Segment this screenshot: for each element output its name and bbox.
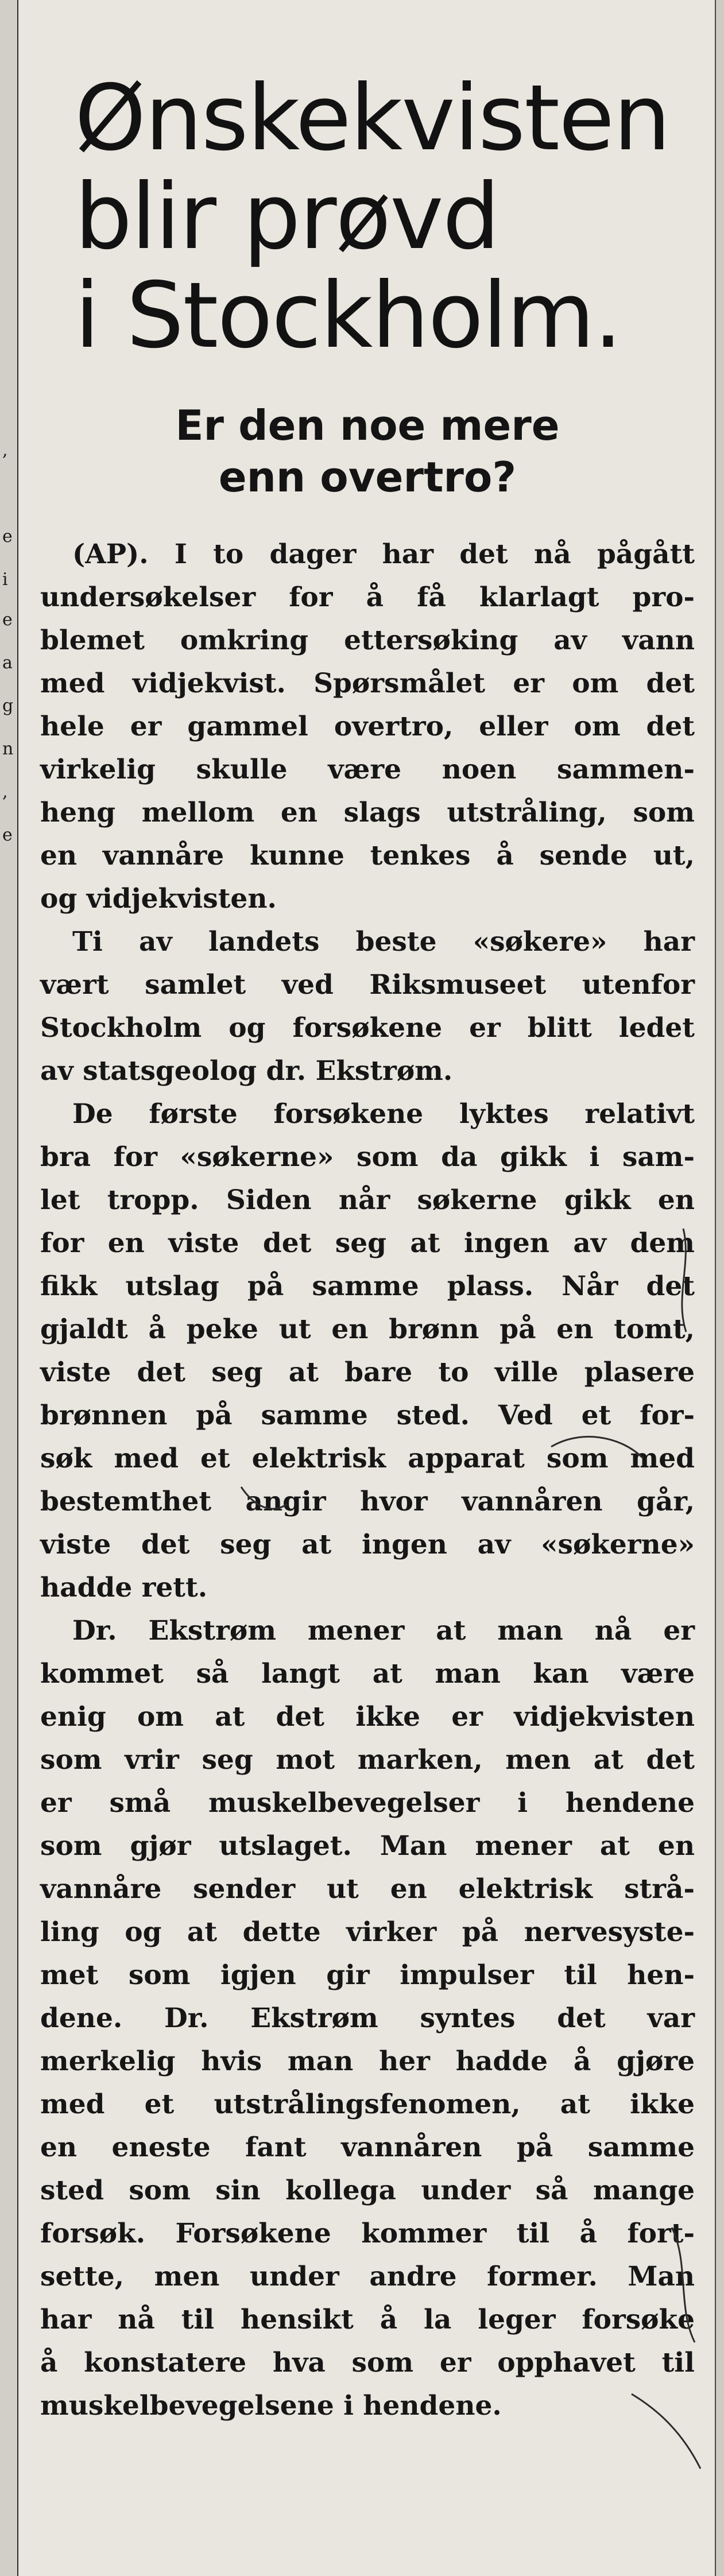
paragraph-2 xyxy=(40,920,695,1093)
text-line: undersøkelser for å få klarlagt pro- xyxy=(40,582,695,613)
edge-glyph: a xyxy=(2,653,13,673)
text-line: hele er gammel overtro, eller om det xyxy=(40,711,695,742)
text-line: bra for «søkerne» som da gikk i sam- xyxy=(40,1141,695,1173)
edge-glyph: g xyxy=(2,696,14,716)
text-line: er små muskelbevegelser i hendene xyxy=(40,1787,695,1819)
text-line: let tropp. Siden når søkerne gikk en xyxy=(40,1184,695,1216)
headline-line: blir prøvd xyxy=(75,164,499,270)
clipping-right-edge xyxy=(715,0,724,2576)
text-line: har nå til hensikt å la leger forsøke xyxy=(40,2304,695,2335)
text-line: som vrir seg mot marken, men at det xyxy=(40,1744,695,1776)
edge-glyph: e xyxy=(2,825,13,845)
paragraph-3 xyxy=(40,1093,695,1609)
text-line: gjaldt å peke ut en brønn på en tomt, xyxy=(40,1314,695,1345)
headline xyxy=(75,65,695,369)
text-line: med vidjekvist. Spørsmålet er om det xyxy=(40,668,695,699)
text-line: De første forsøkene lyktes relativt xyxy=(72,1098,695,1130)
text-line: en eneste fant vannåren på samme xyxy=(40,2132,695,2163)
headline-line: Ønskekvisten xyxy=(75,65,670,171)
article-body xyxy=(40,533,695,2427)
text-line: vannåre sender ut en elektrisk strå- xyxy=(40,1873,695,1905)
text-line: ling og at dette virker på nervesyste- xyxy=(40,1916,695,1948)
edge-glyph: n xyxy=(2,739,14,759)
text-line: muskelbevegelsene i hendene. xyxy=(40,2390,502,2422)
text-line: fikk utslag på samme plass. Når det xyxy=(40,1270,695,1302)
paragraph-1 xyxy=(40,533,695,920)
edge-glyph: , xyxy=(2,440,8,460)
subheadline-line: enn overtro? xyxy=(218,453,517,501)
text-line: virkelig skulle være noen sammen- xyxy=(40,754,695,785)
text-line: Ti av landets beste «søkere» har xyxy=(72,926,695,958)
text-line: kommet så langt at man kan være xyxy=(40,1658,695,1690)
edge-glyph: , xyxy=(2,782,8,802)
subheadline xyxy=(40,400,695,503)
headline-line: i Stockholm. xyxy=(75,263,622,369)
text-line: heng mellom en slags utstråling, som xyxy=(40,797,695,828)
text-line: enig om at det ikke er vidjekvisten xyxy=(40,1701,695,1733)
text-line: som gjør utslaget. Man mener at en xyxy=(40,1830,695,1862)
subheadline-line: Er den noe mere xyxy=(175,401,560,450)
text-line: met som igjen gir impulser til hen- xyxy=(40,1959,695,1991)
text-line: viste det seg at bare to ville plasere xyxy=(40,1357,695,1388)
adjacent-column-edge xyxy=(0,0,18,2576)
edge-glyph: e xyxy=(2,610,13,630)
text-line: dene. Dr. Ekstrøm syntes det var xyxy=(40,2002,695,2034)
text-line: blemet omkring ettersøking av vann xyxy=(40,625,695,656)
text-line: merkelig hvis man her hadde å gjøre xyxy=(40,2046,695,2077)
text-line: med et utstrålingsfenomen, at ikke xyxy=(40,2089,695,2120)
paragraph-4 xyxy=(40,1609,695,2427)
text-line: Stockholm og forsøkene er blitt ledet xyxy=(40,1012,695,1044)
text-line: og vidjekvisten. xyxy=(40,883,277,915)
text-line: for en viste det seg at ingen av dem xyxy=(40,1227,695,1259)
text-line: forsøk. Forsøkene kommer til å fort- xyxy=(40,2218,695,2249)
text-line: Dr. Ekstrøm mener at man nå er xyxy=(72,1615,695,1647)
article xyxy=(40,65,695,2427)
text-line: viste det seg at ingen av «søkerne» xyxy=(40,1529,695,1560)
edge-glyph: i xyxy=(2,570,8,590)
edge-glyph: e xyxy=(2,526,13,547)
text-line: vært samlet ved Riksmuseet utenfor xyxy=(40,969,695,1001)
text-line: sette, men under andre former. Man xyxy=(40,2261,695,2292)
text-line: hadde rett. xyxy=(40,1572,208,1603)
text-line: av statsgeolog dr. Ekstrøm. xyxy=(40,1055,453,1087)
text-line: søk med et elektrisk apparat som med xyxy=(40,1443,695,1474)
text-line: bestemthet angir hvor vannåren går, xyxy=(40,1486,695,1517)
text-line: å konstatere hva som er opphavet til xyxy=(40,2347,695,2379)
text-line: sted som sin kollega under så mange xyxy=(40,2175,695,2206)
text-line: (AP). I to dager har det nå pågått xyxy=(72,539,695,570)
text-line: en vannåre kunne tenkes å sende ut, xyxy=(40,840,695,871)
text-line: brønnen på samme sted. Ved et for- xyxy=(40,1400,695,1431)
